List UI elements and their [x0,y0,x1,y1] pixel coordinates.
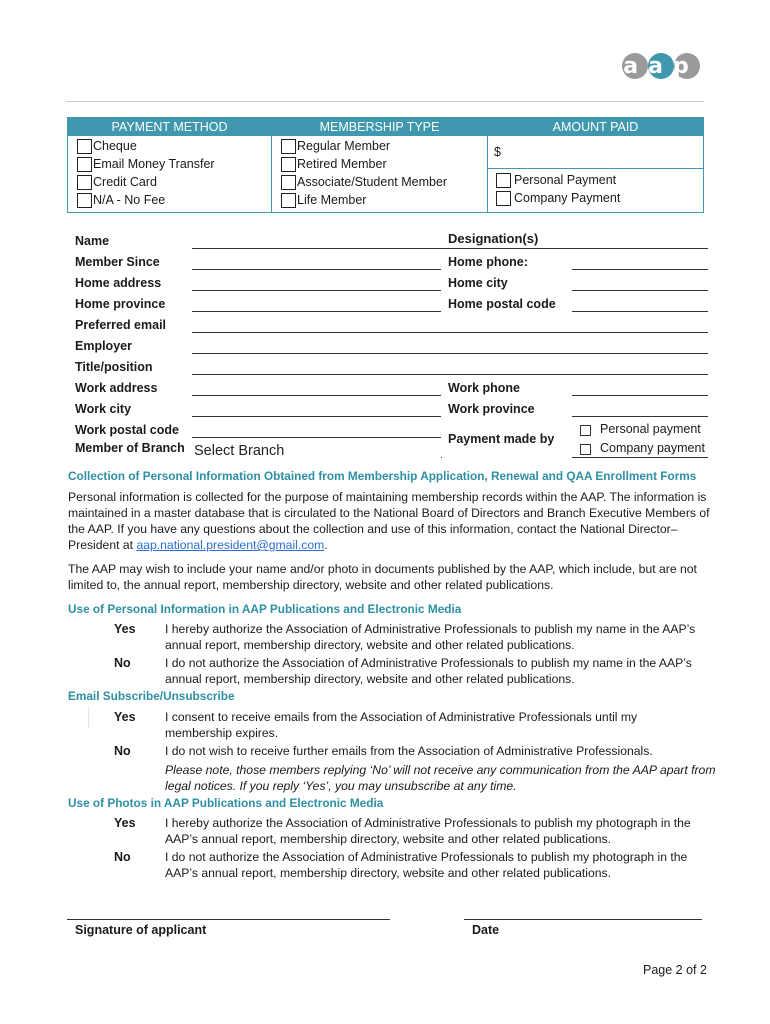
top-divider [66,101,704,102]
photos-yes-text [165,815,691,847]
photos-no-text [165,849,687,881]
privacy-line: maintained in a master database that is circulated to the National Board of Directors and Branch Executive Members of [68,506,710,520]
label-title-position: Title/position [75,360,153,374]
personal-payment-made-checkbox[interactable] [580,425,591,436]
email-yes-option[interactable]: Yes [114,710,136,724]
label-home-postal-code: Home postal code [448,297,556,311]
associate-member-checkbox[interactable] [281,175,296,190]
regular-member-label: Regular Member [297,139,391,153]
photos-yes-option[interactable]: Yes [114,816,136,830]
no-fee-label: N/A - No Fee [93,193,166,207]
company-payment-made-checkbox[interactable] [580,444,591,455]
logo-text: aap [623,54,699,79]
header-payment-method: PAYMENT METHOD [68,118,271,136]
work-address-field[interactable] [192,395,441,396]
publications-yes-text [165,621,695,653]
retired-member-label: Retired Member [297,157,387,171]
privacy-line [68,537,718,553]
email-transfer-label: Email Money Transfer [93,157,215,171]
text-line: I consent to receive emails from the Association of Administrative Professionals until my [165,710,638,724]
text-line: legal notices. If you reply ‘Yes’, you may unsubscribe at any time. [165,779,517,793]
header-membership-type: MEMBERSHIP TYPE [272,118,487,136]
work-phone-field[interactable] [572,395,708,396]
title-position-field[interactable] [192,374,708,375]
text-line: I do not authorize the Association of Administrative Professionals to publish my name in the AAP’s [165,656,692,670]
label-preferred-email: Preferred email [75,318,167,332]
privacy-heading: Collection of Personal Information Obtained from Membership Application, Renewal and QAA Enrollment Forms [68,469,697,483]
label-payment-made-by: Payment made by [448,432,555,446]
amount-dollar-sign: $ [494,145,501,159]
president-email-link[interactable]: aap.national.president@gmail.com [136,538,325,552]
text-line: membership expires. [165,726,279,740]
cheque-checkbox[interactable] [77,139,92,154]
home-city-field[interactable] [572,290,708,291]
label-work-postal-code: Work postal code [75,423,179,437]
header-amount-paid: AMOUNT PAID [488,118,703,136]
date-field[interactable] [464,919,702,920]
publications-heading: Use of Personal Information in AAP Publications and Electronic Media [68,602,462,616]
member-since-field[interactable] [192,269,441,270]
privacy-line-suffix: . [324,538,328,552]
branch-divider [441,457,442,458]
work-postal-code-field[interactable] [192,437,441,438]
text-line: annual report, membership directory, website and other related publications. [165,672,575,686]
email-checkbox-area[interactable] [66,706,89,728]
company-payment-checkbox[interactable] [496,191,511,206]
personal-payment-checkbox[interactable] [496,173,511,188]
label-employer: Employer [75,339,132,353]
label-member-since: Member Since [75,255,160,269]
text-line: I hereby authorize the Association of Administrative Professionals to publish my photograph in the [165,816,691,830]
label-name: Name [75,234,110,248]
signature-field[interactable] [67,919,390,920]
label-home-address: Home address [75,276,162,290]
label-home-city: Home city [448,276,508,290]
privacy-line: the AAP. If you have any questions about the collection and use of this information, contact the National Director– [68,522,678,536]
associate-member-label: Associate/Student Member [297,175,448,189]
publication-line: limited to, the annual report, membership directory, website and other related publications. [68,578,554,592]
personal-payment-made-label: Personal payment [600,422,701,436]
company-payment-label: Company Payment [514,191,621,205]
home-postal-code-field[interactable] [572,311,708,312]
preferred-email-field[interactable] [192,332,708,333]
photos-heading: Use of Photos in AAP Publications and Electronic Media [68,796,384,810]
text-line: I hereby authorize the Association of Administrative Professionals to publish my name in the AAP’s [165,622,696,636]
publications-yes-option[interactable]: Yes [114,622,136,636]
label-work-phone: Work phone [448,381,520,395]
employer-field[interactable] [192,353,708,354]
life-member-checkbox[interactable] [281,193,296,208]
work-city-field[interactable] [192,416,441,417]
label-work-province: Work province [448,402,535,416]
publication-line: The AAP may wish to include your name and/or photo in documents published by the AAP, which include, but are not [68,562,697,576]
cheque-label: Cheque [93,139,137,153]
home-province-field[interactable] [192,311,441,312]
company-payment-made-label: Company payment [600,441,705,455]
label-member-of-branch: Member of Branch [75,441,185,455]
payment-table [67,117,704,213]
email-note [165,762,716,794]
publications-no-text [165,655,692,687]
label-work-city: Work city [75,402,132,416]
email-no-option[interactable]: No [114,744,131,758]
home-address-field[interactable] [192,290,441,291]
label-work-address: Work address [75,381,158,395]
email-no-text [165,743,653,759]
life-member-label: Life Member [297,193,367,207]
aap-logo [620,48,702,84]
credit-card-label: Credit Card [93,175,157,189]
page-number: Page 2 of 2 [643,963,707,977]
date-label: Date [472,923,500,937]
credit-card-checkbox[interactable] [77,175,92,190]
name-field[interactable] [192,248,708,249]
text-line: AAP’s annual report, membership directory, website and other related publications. [165,866,611,880]
text-line: annual report, membership directory, website and other related publications. [165,638,575,652]
signature-label: Signature of applicant [75,923,207,937]
retired-member-checkbox[interactable] [281,157,296,172]
label-designations: Designation(s) [448,231,539,246]
privacy-line: Personal information is collected for the purpose of maintaining membership records within the AAP. The information is [68,490,707,504]
text-line: I do not wish to receive further emails from the Association of Administrative Professionals. [165,744,653,758]
email-yes-text [165,709,637,741]
home-phone-field[interactable] [572,269,708,270]
text-line: AAP’s annual report, membership directory, website and other related publications. [165,832,611,846]
privacy-line-prefix: President at [68,538,137,552]
privacy-paragraph [68,489,718,553]
regular-member-checkbox[interactable] [281,139,296,154]
label-home-phone: Home phone: [448,255,528,269]
publications-no-option[interactable]: No [114,656,131,670]
email-transfer-checkbox[interactable] [77,157,92,172]
text-line: Please note, those members replying ‘No’ will not receive any communication from the AAP apart from [165,763,716,777]
publication-paragraph [68,561,718,593]
label-home-province: Home province [75,297,166,311]
payment-made-by-underline [572,457,708,458]
text-line: I do not authorize the Association of Administrative Professionals to publish my photograph in the [165,850,688,864]
work-province-field[interactable] [572,416,708,417]
no-fee-checkbox[interactable] [77,193,92,208]
photos-no-option[interactable]: No [114,850,131,864]
email-heading: Email Subscribe/Unsubscribe [68,689,235,703]
personal-payment-label: Personal Payment [514,173,617,187]
branch-select[interactable]: Select Branch [194,443,285,459]
